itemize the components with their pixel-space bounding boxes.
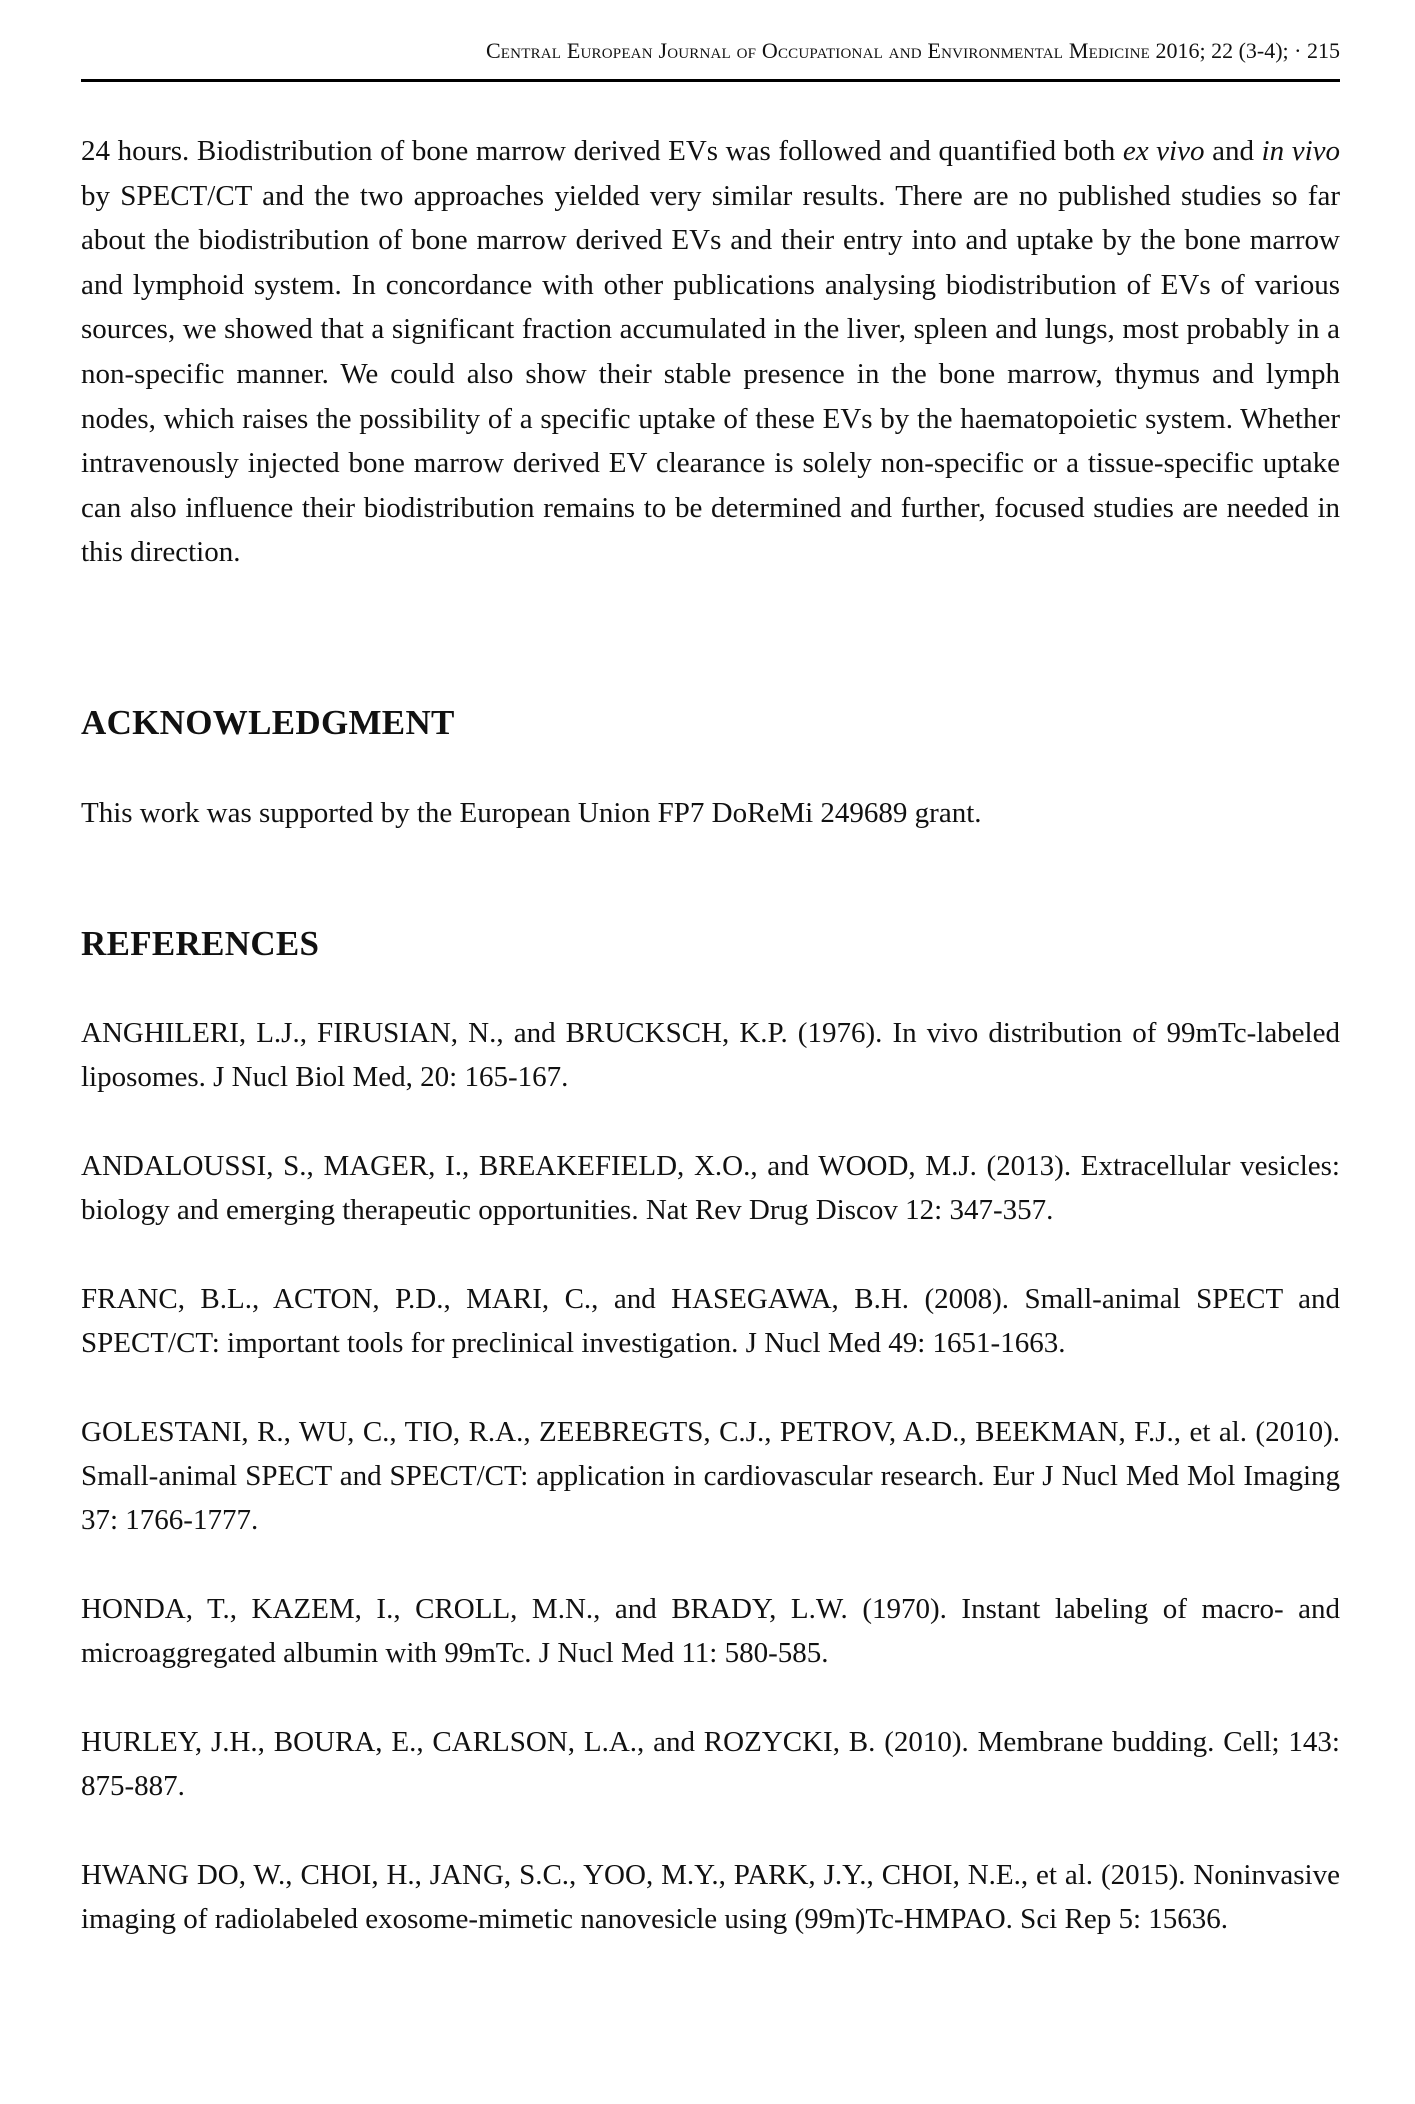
italic-term: in vivo (1261, 135, 1340, 167)
reference-item: ANGHILERI, L.J., FIRUSIAN, N., and BRUCKSCH, K.P. (1976). In vivo distribution of 99mTc-labeled liposomes. J Nucl Biol Med, 20: 165-167. (81, 1017, 1340, 1093)
reference-item: HWANG DO, W., CHOI, H., JANG, S.C., YOO, M.Y., PARK, J.Y., CHOI, N.E., et al. (2015). Noninvasive imaging of radiolabeled exosome-mimetic nanovesicle using (99m)Tc-HMPAO. Sci Rep 5: 15636. (81, 1859, 1340, 1935)
paragraph-text: 24 hours. Biodistribution of bone marrow derived EVs was followed and quantified both (81, 135, 1123, 167)
paragraph-text: and (1204, 135, 1262, 167)
reference-item: HONDA, T., KAZEM, I., CROLL, M.N., and BRADY, L.W. (1970). Instant labeling of macro- and microaggregated albumin with 99mTc. J Nucl Med 11: 580-585. (81, 1593, 1340, 1669)
acknowledgment-text: This work was supported by the European Union FP7 DoReMi 249689 grant. (81, 797, 982, 829)
reference-item: HURLEY, J.H., BOURA, E., CARLSON, L.A., and ROZYCKI, B. (2010). Membrane budding. Cell; 143: 875-887. (81, 1726, 1340, 1802)
references-heading: REFERENCES (81, 924, 320, 963)
reference-item: ANDALOUSSI, S., MAGER, I., BREAKEFIELD, X.O., and WOOD, M.J. (2013). Extracellular vesicles: biology and emerging therapeutic opportunities. Nat Rev Drug Discov 12: 347-357. (81, 1150, 1340, 1226)
paragraph-text: by SPECT/CT and the two approaches yielded very similar results. There are no published studies so far about the biodistribution of bone marrow derived EVs and their entry into and uptake by the bone marrow and lymphoid system. In concordance with other publications analysing biodistribution of EVs of various sources, we showed that a significant fraction accumulated in the liver, spleen and lungs, most probably in a non-specific manner. We could also show their stable presence in the bone marrow, thymus and lymph nodes, which raises the possibility of a specific uptake of these EVs by the haematopoietic system. Whether intravenously injected bone marrow derived EV clearance is solely non-specific or a tissue-specific uptake can also influence their biodistribution remains to be determined and further, focused studies are needed in this direction. (81, 179, 1340, 569)
issue-citation: 2016; 22 (3-4); · 215 (1155, 38, 1340, 63)
journal-title: Central European Journal of Occupational and Environmental Medicine (485, 38, 1150, 63)
header-rule (81, 79, 1340, 82)
reference-list (81, 1011, 1340, 1986)
running-header (81, 36, 1340, 66)
acknowledgment-heading: ACKNOWLEDGMENT (81, 703, 455, 742)
discussion-paragraph (81, 129, 1340, 575)
reference-item: GOLESTANI, R., WU, C., TIO, R.A., ZEEBREGTS, C.J., PETROV, A.D., BEEKMAN, F.J., et al. (2010). Small-animal SPECT and SPECT/CT: application in cardiovascular research. Eur J Nucl Med Mol Imaging 37: 1766-1777. (81, 1416, 1340, 1536)
italic-term: ex vivo (1122, 135, 1205, 167)
reference-item: FRANC, B.L., ACTON, P.D., MARI, C., and HASEGAWA, B.H. (2008). Small-animal SPECT and SPECT/CT: important tools for preclinical investigation. J Nucl Med 49: 1651-1663. (81, 1283, 1340, 1359)
